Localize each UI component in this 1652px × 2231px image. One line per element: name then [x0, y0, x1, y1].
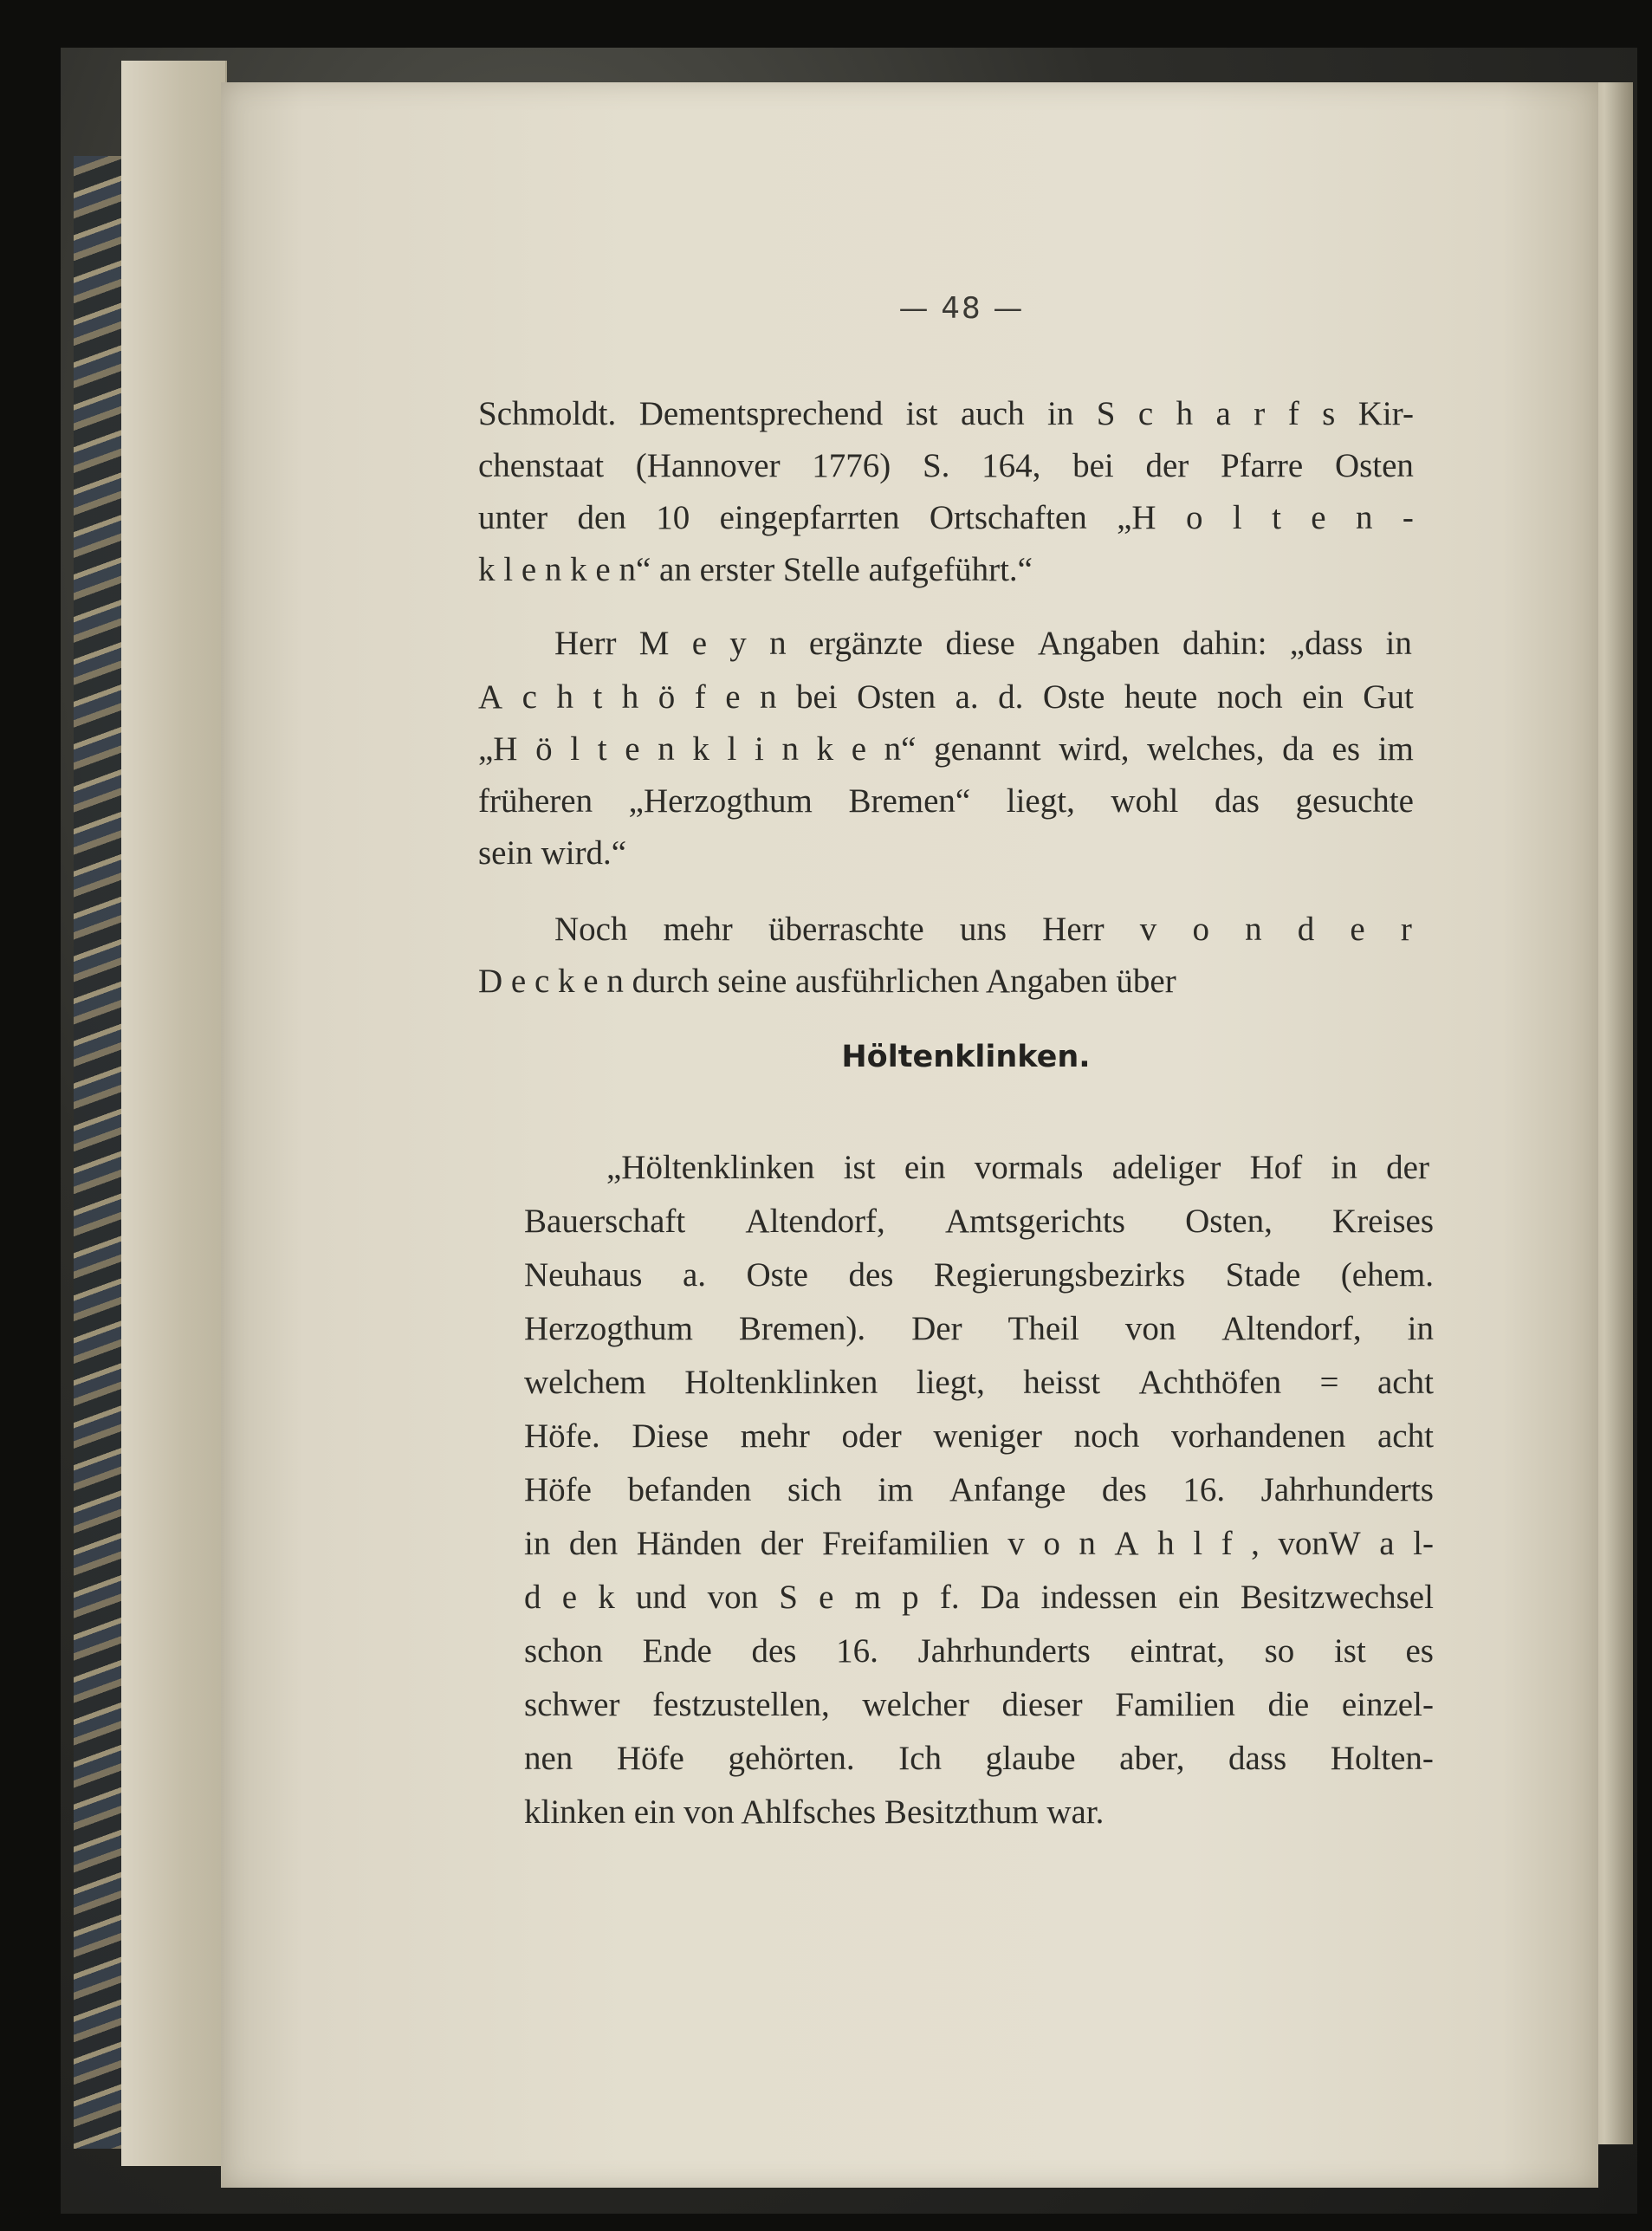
text-line: sein wird.“ [478, 834, 627, 872]
text-line: klinken ein von Ahlfsches Besitzthum war. [524, 1793, 1105, 1831]
text-line: Höfe. Diese mehr oder weniger noch vorhandenen acht [524, 1417, 1434, 1455]
text-line: unter den 10 eingepfarrten Ortschaften „H o l t e n - [478, 499, 1414, 536]
text-line: Noch mehr überraschte uns Herr v o n d e r [554, 911, 1412, 948]
text-line: Höfe befanden sich im Anfange des 16. Jahrhunderts [524, 1471, 1434, 1508]
text-line: D e c k e n durch seine ausführlichen Angaben über [478, 963, 1176, 1000]
text-line: nen Höfe gehörten. Ich glaube aber, dass Holten- [524, 1740, 1434, 1777]
text-line: Neuhaus a. Oste des Regierungsbezirks Stade (ehem. [524, 1256, 1434, 1294]
text-line: k l e n k e n“ an erster Stelle aufgeführt.“ [478, 551, 1033, 588]
text-line: schwer festzustellen, welcher dieser Familien die einzel- [524, 1686, 1434, 1723]
text-line: „H ö l t e n k l i n k e n“ genannt wird, welches, da es im [478, 730, 1414, 768]
page-edge-stack-left [121, 61, 227, 2166]
text-line: in den Händen der Freifamilien v o n A h l f , vonW a l- [524, 1525, 1434, 1562]
text-line: „Höltenklinken ist ein vormals adeliger Hof in der [606, 1149, 1429, 1186]
text-line: d e k und von S e m p f. Da indessen ein Besitzwechsel [524, 1579, 1434, 1616]
text-line: welchem Holtenklinken liegt, heisst Achthöfen = acht [524, 1364, 1434, 1401]
text-line: früheren „Herzogthum Bremen“ liegt, wohl das gesuchte [478, 782, 1414, 820]
page-number: — 48 — [898, 291, 1025, 326]
text-line: Herzogthum Bremen). Der Theil von Altendorf, in [524, 1310, 1434, 1347]
text-line: A c h t h ö f e n bei Osten a. d. Oste heute noch ein Gut [478, 678, 1414, 716]
text-line: Bauerschaft Altendorf, Amtsgerichts Osten, Kreises [524, 1203, 1434, 1240]
section-heading: Höltenklinken. [841, 1040, 1091, 1074]
text-line: Schmoldt. Dementsprechend ist auch in S c h a r f s Kir- [478, 395, 1414, 432]
text-line: Herr M e y n ergänzte diese Angaben dahin: „dass in [554, 625, 1412, 662]
text-line: schon Ende des 16. Jahrhunderts eintrat, so ist es [524, 1632, 1434, 1670]
text-line: chenstaat (Hannover 1776) S. 164, bei der Pfarre Osten [478, 447, 1414, 484]
